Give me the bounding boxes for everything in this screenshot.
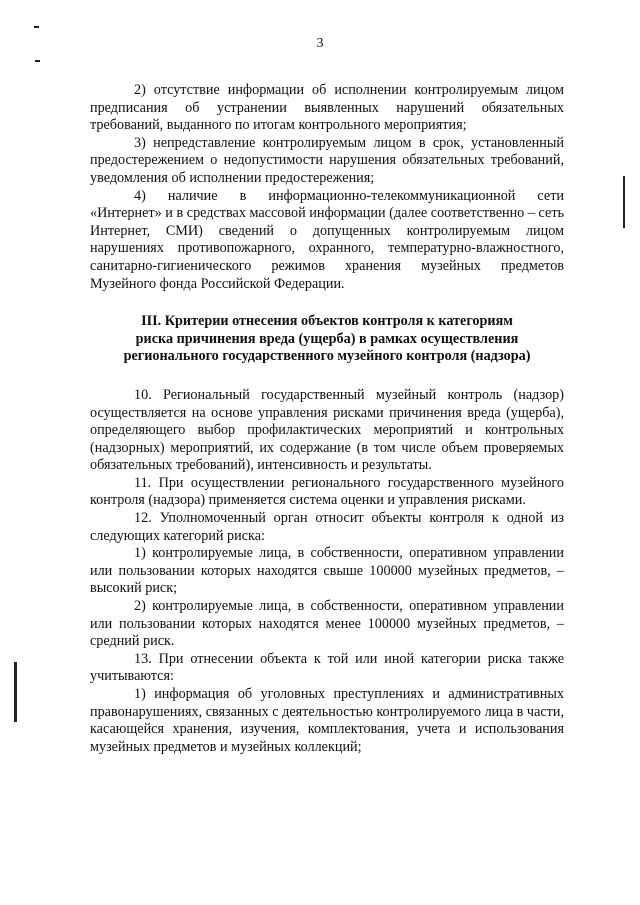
scan-mark [34,26,39,28]
section-heading [90,313,564,366]
page-number: 3 [316,36,324,51]
section-heading-line: риска причинения вреда (ущерба) в рамках осуществления [135,330,519,347]
paragraph: 10. Региональный государственный музейный контроль (надзор) осуществляется на основе управления рисками причинения вреда (ущерба), определяющего выбор профилактических мероприятий и контрольных (надзорных) мероприятий, их содержание (в том числе объем проверяемых обязательных требований), интенсивность и результаты. [90,386,564,474]
list-item: 2) контролируемые лица, в собственности, оперативном управлении или пользовании которых находятся менее 100000 музейных предметов, – средний риск. [90,598,564,650]
scan-mark [35,60,40,62]
section-heading-line: III. Критерии отнесения объектов контроля к категориям [141,313,513,330]
paragraph: 12. Уполномоченный орган относит объекты контроля к одной из следующих категорий риска: [90,510,564,544]
list-item: 1) контролируемые лица, в собственности, оперативном управлении или пользовании которых находятся свыше 100000 музейных предметов, – высокий риск; [90,545,564,597]
paragraph: 4) наличие в информационно-телекоммуникационной сети «Интернет» и в средствах массовой информации (далее соответственно – сеть Интернет, СМИ) сведений о допущенных контролируемым лицом нарушениях противопожарного, охранного, температурно-влажностного, санитарно-гигиенического режимов хранения музейных предметов Музейного фонда Российской Федерации. [90,187,564,292]
paragraph: 2) отсутствие информации об исполнении контролируемым лицом предписания об устранении выявленных нарушений обязательных требований, выданного по итогам контрольного мероприятия; [90,82,564,134]
paragraph: 11. При осуществлении регионального государственного музейного контроля (надзора) применяется система оценки и управления рисками. [90,474,564,509]
document-body [90,82,564,756]
paragraph: 3) непредставление контролируемым лицом в срок, установленный предостережением о недопустимости нарушения обязательных требований, уведомления об исполнении предостережения; [90,134,564,186]
paragraph: 13. При отнесении объекта к той или иной категории риска также учитываются: [90,650,564,685]
list-item: 1) информация об уголовных преступлениях и административных правонарушениях, связанных с деятельностью контролируемого лица в части, касающейся хранения, изучения, комплектования, учета и использования музейных предметов и музейных коллекций; [90,686,564,755]
scan-mark [14,662,17,722]
scan-mark [623,176,625,228]
section-heading-line: регионального государственного музейного контроля (надзора) [123,348,531,365]
